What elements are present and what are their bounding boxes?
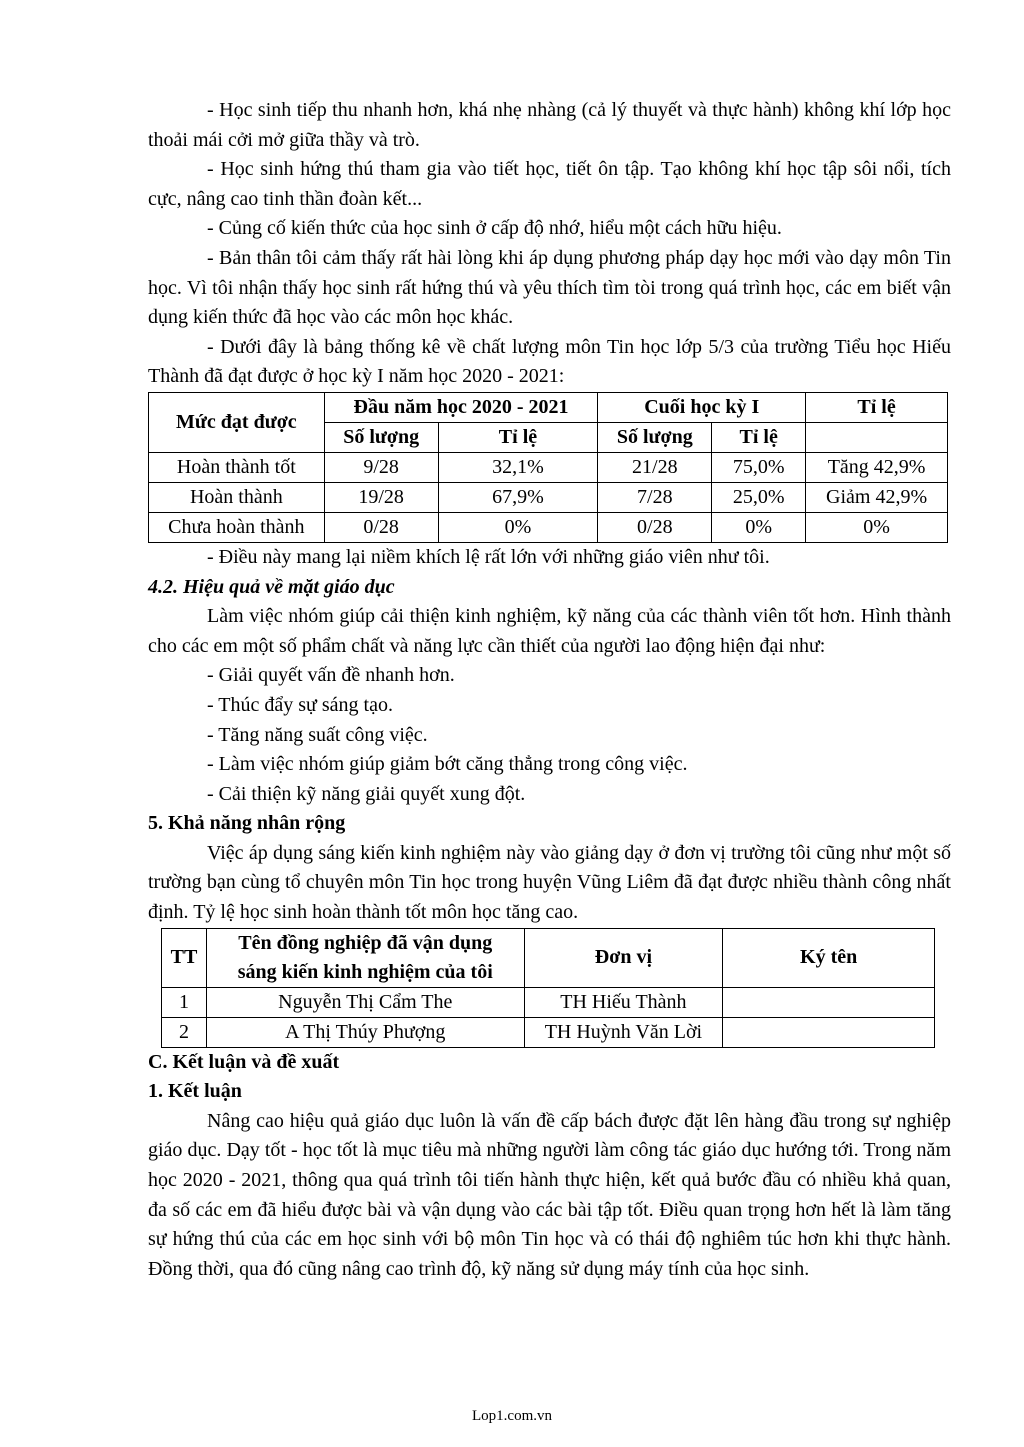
page-footer: Lop1.com.vn: [472, 1408, 552, 1424]
signature-cell: [723, 987, 935, 1017]
table-header-row: [162, 928, 935, 987]
table-cell: Tăng 42,9%: [806, 452, 948, 482]
table-cell: Nguyễn Thị Cẩm The: [206, 987, 524, 1017]
column-header-line: sáng kiến kinh nghiệm của tôi: [237, 960, 493, 983]
table-row: [149, 512, 948, 542]
column-header: Tỉ lệ: [438, 422, 598, 452]
table-row: [149, 482, 948, 512]
paragraph: Làm việc nhóm giúp cải thiện kinh nghiệm, kỹ năng của các thành viên tốt hơn. Hình thành cho các em một số phẩm chất và năng lực cần thiết của người lao động hiện đại như:: [148, 605, 951, 657]
list-item: - Thúc đẩy sự sáng tạo.: [207, 693, 393, 716]
list-item: - Làm việc nhóm giúp giảm bớt căng thẳng trong công việc.: [207, 753, 688, 776]
table-cell: 75,0%: [712, 452, 806, 482]
column-header: Số lượng: [324, 422, 438, 452]
section-heading: 4.2. Hiệu quả về mặt giáo dục: [148, 575, 395, 598]
document-body: [148, 96, 951, 1284]
sub-heading: 1. Kết luận: [148, 1080, 242, 1103]
section-heading: 5. Khả năng nhân rộng: [148, 812, 346, 835]
table-cell: 1: [162, 987, 207, 1017]
column-header-line: Tên đồng nghiệp đã vận dụng: [238, 931, 493, 954]
table-row: [162, 987, 935, 1017]
statistics-table: [148, 392, 948, 543]
paragraph: - Học sinh tiếp thu nhanh hơn, khá nhẹ nhàng (cả lý thuyết và thực hành) không khí lớp học thoải mái cởi mở giữa thầy và trò.: [148, 99, 951, 151]
column-header: [206, 928, 524, 987]
column-header: Mức đạt được: [149, 392, 325, 452]
paragraph: - Củng cố kiến thức của học sinh ở cấp độ nhớ, hiểu một cách hữu hiệu.: [207, 217, 782, 240]
column-header: Cuối học kỳ I: [598, 392, 806, 422]
column-header: Đầu năm học 2020 - 2021: [324, 392, 598, 422]
signature-cell: [723, 1017, 935, 1047]
table-cell: Hoàn thành: [149, 482, 325, 512]
column-header: [806, 422, 948, 452]
table-row: [162, 1017, 935, 1047]
table-row: [149, 452, 948, 482]
table-cell: A Thị Thúy Phượng: [206, 1017, 524, 1047]
section-heading: C. Kết luận và đề xuất: [148, 1050, 340, 1073]
table-cell: 19/28: [324, 482, 438, 512]
table-cell: 0%: [438, 512, 598, 542]
list-item: - Tăng năng suất công việc.: [207, 723, 428, 746]
colleague-table: [161, 928, 935, 1048]
table-header-row: [149, 392, 948, 422]
table-cell: Hoàn thành tốt: [149, 452, 325, 482]
column-header: TT: [162, 928, 207, 987]
table-cell: 2: [162, 1017, 207, 1047]
table-cell: 9/28: [324, 452, 438, 482]
list-item: - Cải thiện kỹ năng giải quyết xung đột.: [207, 782, 526, 805]
table-cell: 32,1%: [438, 452, 598, 482]
table-cell: 21/28: [598, 452, 712, 482]
paragraph: Nâng cao hiệu quả giáo dục luôn là vấn đề cấp bách được đặt lên hàng đầu trong sự nghiệp giáo dục. Dạy tốt - học tốt là mục tiêu mà những người làm công tác giáo dục hướng tới. Trong năm học 2020 - 2021, thông qua quá trình tôi tiến hành thực hiện, kết quả bước đầu có nhiều khả quan, đa số các em đã hiểu được bài và vận dụng vào các bài tập tốt. Điều quan trọng hơn hết là làm tăng sự hứng thú của các em học sinh với bộ môn Tin học và có thái độ nghiêm túc hơn khi thực hành. Đồng thời, qua đó cũng nâng cao trình độ, kỹ năng sử dụng máy tính của học sinh.: [148, 1109, 951, 1280]
paragraph: Việc áp dụng sáng kiến kinh nghiệm này vào giảng dạy ở đơn vị trường tôi cũng như một số trường bạn cùng tổ chuyên môn Tin học trong huyện Vũng Liêm đã đạt được nhiều thành công nhất định. Tỷ lệ học sinh hoàn thành tốt môn học tăng cao.: [148, 841, 951, 924]
table-cell: 0%: [806, 512, 948, 542]
table-cell: Giảm 42,9%: [806, 482, 948, 512]
column-header: Tỉ lệ: [712, 422, 806, 452]
table-cell: Chưa hoàn thành: [149, 512, 325, 542]
column-header: Ký tên: [723, 928, 935, 987]
column-header: Tỉ lệ: [806, 392, 948, 422]
table-cell: 67,9%: [438, 482, 598, 512]
table-cell: 0/28: [324, 512, 438, 542]
table-cell: 25,0%: [712, 482, 806, 512]
table-cell: TH Huỳnh Văn Lời: [524, 1017, 723, 1047]
table-cell: 0%: [712, 512, 806, 542]
column-header: Số lượng: [598, 422, 712, 452]
table-cell: TH Hiếu Thành: [524, 987, 723, 1017]
paragraph: - Điều này mang lại niềm khích lệ rất lớn với những giáo viên như tôi.: [207, 545, 770, 568]
table-cell: 7/28: [598, 482, 712, 512]
column-header: Đơn vị: [524, 928, 723, 987]
list-item: - Giải quyết vấn đề nhanh hơn.: [207, 664, 455, 687]
paragraph: - Học sinh hứng thú tham gia vào tiết học, tiết ôn tập. Tạo không khí học tập sôi nổi, tích cực, nâng cao tinh thần đoàn kết...: [148, 158, 951, 210]
table-cell: 0/28: [598, 512, 712, 542]
paragraph: - Dưới đây là bảng thống kê về chất lượng môn Tin học lớp 5/3 của trường Tiểu học Hiếu Thành đã đạt được ở học kỳ I năm học 2020 - 2021:: [148, 335, 951, 388]
paragraph: - Bản thân tôi cảm thấy rất hài lòng khi áp dụng phương pháp dạy học mới vào dạy môn Tin học. Vì tôi nhận thấy học sinh rất hứng thú và yêu thích tìm tòi trong quá trình học, các em biết vận dụng kiến thức đã học vào các môn học khác.: [148, 246, 951, 329]
